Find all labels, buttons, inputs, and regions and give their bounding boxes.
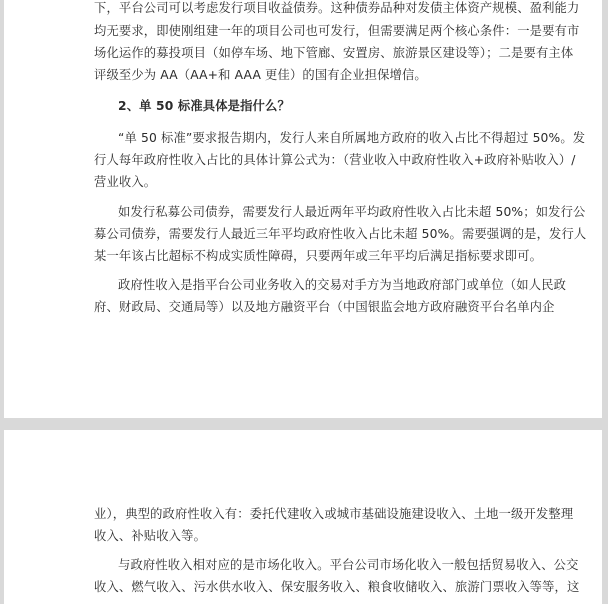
section-heading: 2、单 50 标准具体是指什么？ (118, 99, 290, 113)
paragraph-line: 营业收入。 (94, 175, 157, 189)
paragraph-line: 某一年该占比超标不构成实质性障碍，只要两年或三年平均后满足指标要求即可。 (94, 249, 543, 263)
paragraph-line: 收入、燃气收入、污水供水收入、保安服务收入、粮食收储收入、旅游门票收入等等，这 (94, 580, 580, 594)
paragraph-line: 收入、补贴收入等。 (94, 529, 207, 543)
paragraph-line: 如发行私募公司债券，需要发行人最近两年平均政府性收入占比未超 50%；如发行公 (118, 205, 586, 219)
paragraph-line: 业），典型的政府性收入有：委托代建收入或城市基础设施建设收入、土地一级开发整理 (94, 507, 574, 521)
document-page-1 (4, 0, 602, 418)
paragraph-line: 评级至少为 AA（AA+和 AAA 更佳）的国有企业担保增信。 (94, 68, 427, 82)
document-page-2 (4, 430, 602, 604)
paragraph-line: 场化运作的募投项目（如停车场、地下管廊、安置房、旅游景区建设等）；二是要有主体 (94, 46, 574, 60)
paragraph-line: 与政府性收入相对应的是市场化收入。平台公司市场化收入一般包括贸易收入、公交 (118, 558, 579, 572)
paragraph-line: 募公司债券，需要发行人最近三年平均政府性收入占比未超 50%。需要强调的是，发行人 (94, 227, 587, 241)
paragraph-line: 均无要求，即使刚组建一年的项目公司也可发行，但需要满足两个核心条件：一是要有市 (94, 24, 580, 38)
paragraph-line: 行人每年政府性收入占比的具体计算公式为：（营业收入中政府性收入+政府补贴收入）/ (94, 153, 576, 167)
paragraph-line: 府、财政局、交通局等）以及地方融资平台（中国银监会地方政府融资平台名单内企 (94, 300, 555, 314)
paragraph-line: 下，平台公司可以考虑发行项目收益债券。这种债券品种对发债主体资产规模、盈利能力 (94, 1, 580, 15)
paragraph-line: 政府性收入是指平台公司业务收入的交易对手方为当地政府部门或单位（如人民政 (118, 278, 567, 292)
paragraph-line: “单 50 标准”要求报告期内，发行人来自所属地方政府的收入占比不得超过 50%。发 (118, 131, 586, 145)
